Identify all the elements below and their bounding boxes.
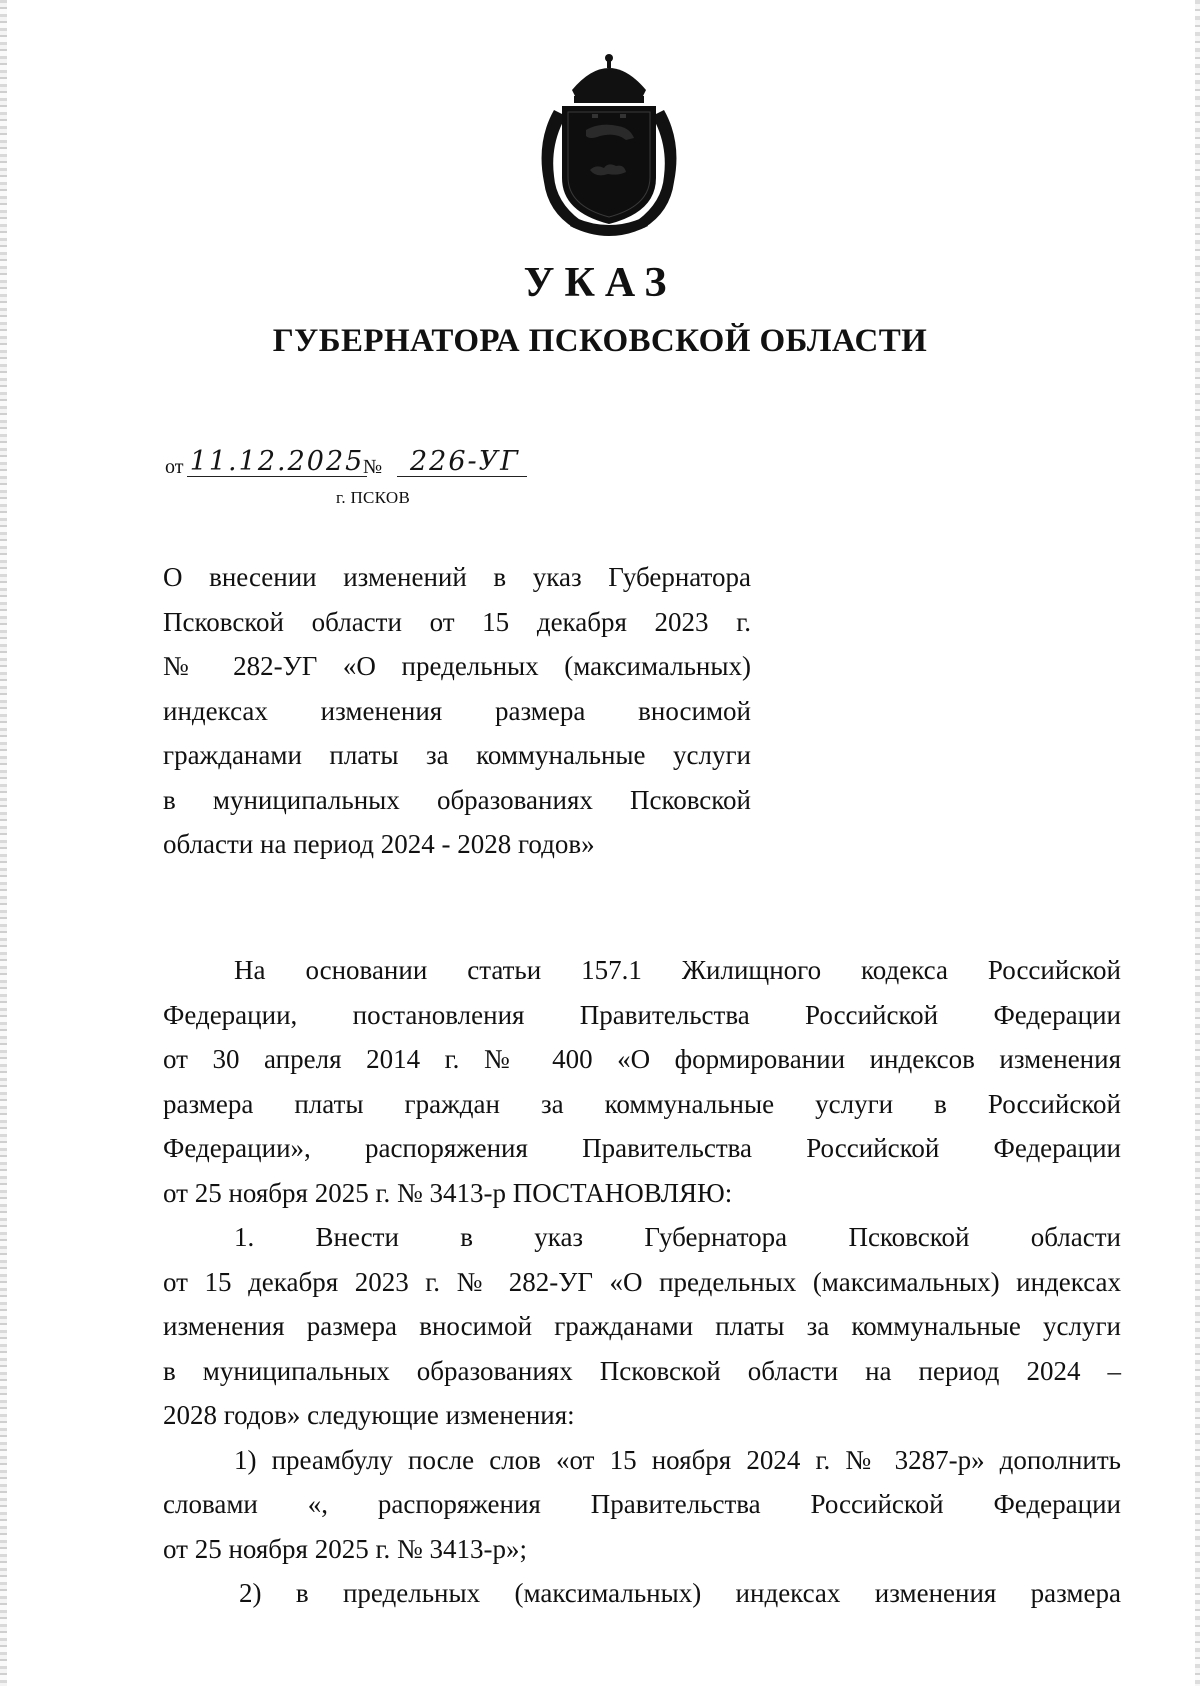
body-line: На основании статьи 157.1 Жилищного кодекса Российской [234,955,1121,985]
subject-line: О внесении изменений в указ Губернатора [163,562,751,592]
city-label: г. ПСКОВ [336,488,411,507]
document-body [163,948,1121,1616]
number-underline [397,476,527,477]
subject-line: гражданами платы за коммунальные услуги [163,740,751,770]
body-line: 1. Внести в указ Губернатора Псковской области [234,1222,1121,1252]
subject-line: Псковской области от 15 декабря 2023 г. [163,606,751,637]
body-line: 1) преамбулу после слов «от 15 ноября 2024 г. № 3287-р» дополнить [234,1444,1121,1475]
body-line: в муниципальных образованиях Псковской области на период 2024 – [163,1355,1121,1386]
body-line: 2028 годов» следующие изменения: [163,1400,575,1430]
handwritten-date: 11.12.2025 [189,446,365,477]
document-subject [163,555,751,867]
handwritten-number: 226-УГ [409,446,521,477]
coat-of-arms-icon [534,52,684,238]
body-line: от 30 апреля 2014 г. № 400 «О формировании индексов изменения [163,1044,1121,1074]
document-title: УКАЗ [523,260,677,306]
date-underline [187,476,367,477]
number-sign: № [363,456,383,478]
body-line: от 25 ноября 2025 г. № 3413-р»; [163,1533,527,1564]
scan-edge-left [0,0,7,1686]
body-line: размера платы граждан за коммунальные услуги в Российской [163,1088,1121,1119]
subject-line: № 282-УГ «О предельных (максимальных) [163,651,751,681]
date-prefix: от [165,456,184,478]
scan-edge-right [1195,0,1200,1686]
subject-line: в муниципальных образованиях Псковской [163,784,751,815]
body-line: 2) в предельных (максимальных) индексах изменения размера [239,1578,1121,1608]
body-line: изменения размера вносимой гражданами платы за коммунальные услуги [163,1311,1121,1341]
document-issuer: ГУБЕРНАТОРА ПСКОВСКОЙ ОБЛАСТИ [272,323,928,359]
subject-line: области на период 2024 - 2028 годов» [163,829,595,859]
subject-line: индексах изменения размера вносимой [163,695,751,726]
body-line: Федерации», распоряжения Правительства Российской Федерации [163,1133,1121,1163]
body-line: Федерации, постановления Правительства Российской Федерации [163,999,1121,1030]
body-line: от 25 ноября 2025 г. № 3413-р ПОСТАНОВЛЯЮ: [163,1177,733,1208]
body-line: от 15 декабря 2023 г. № 282-УГ «О предельных (максимальных) индексах [163,1266,1121,1297]
body-line: словами «, распоряжения Правительства Российской Федерации [163,1489,1121,1519]
